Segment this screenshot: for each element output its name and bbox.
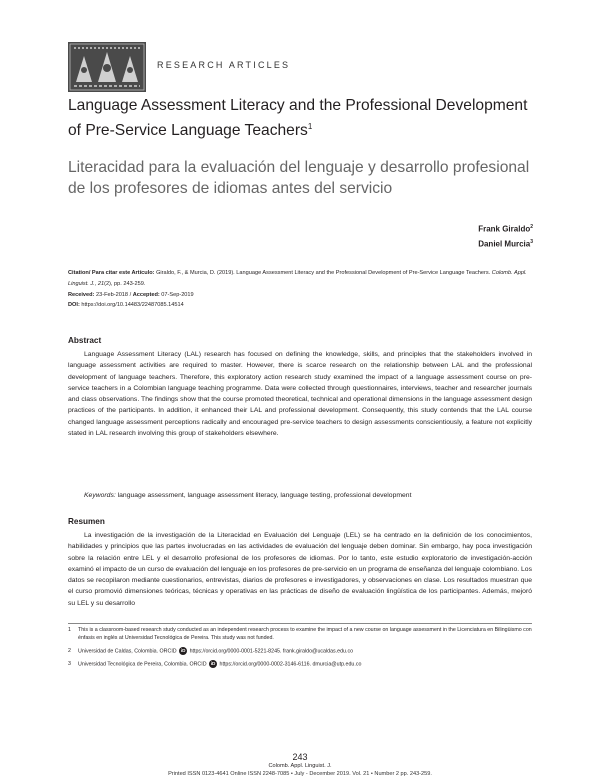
dates-line <box>68 290 538 301</box>
footnote-text: This is a classroom-based research study conducted as an independent research process to examine the impact of a new course on language assessment in the Licenciatura en Bilingüismo con énfasis en inglés at Universidad Tecnológica de Pereira. This study was not funded. <box>78 627 532 642</box>
citation-block <box>68 268 538 311</box>
title-footnote-marker[interactable]: 1 <box>307 122 313 131</box>
title-english-text: Language Assessment Literacy and the Professional Development of Pre-Service Language Teachers <box>68 97 528 140</box>
journal-logo-icon <box>68 42 146 92</box>
article-title-spanish: Literacidad para la evaluación del lenguaje y desarrollo profesional de los profesores de idiomas antes del servicio <box>68 159 530 197</box>
section-label: RESEARCH ARTICLES <box>157 60 291 70</box>
keywords-label: Keywords: <box>84 492 116 499</box>
footnote-orcid-link[interactable]: https://orcid.org/0000-0002-3146-6116. dmurcia@utp.edu.co <box>218 661 362 668</box>
footnote-affiliation: Universidad de Caldas, Colombia. ORCID <box>78 648 179 655</box>
footnote-number: 2 <box>68 647 71 654</box>
abstract-heading: Abstract <box>68 336 102 345</box>
footnote-text <box>78 660 361 669</box>
footnote-text <box>78 647 353 656</box>
author-footnote-marker[interactable]: 2 <box>530 224 533 230</box>
doi-line <box>68 300 538 311</box>
footnote-orcid-link[interactable]: https://orcid.org/0000-0001-5221-8245. frank.giraldo@ucaldas.edu.co <box>188 648 354 655</box>
footnote-divider <box>68 623 532 624</box>
author-name: Frank Giraldo <box>478 224 531 234</box>
footer-issn: Printed ISSN 0123-4641 Online ISSN 2248-7085 • July - December 2019. Vol. 21 • Number 2 pp. 243-259. <box>168 771 432 777</box>
keywords-list: language assessment, language assessment literacy, language testing, professional development <box>115 492 412 499</box>
author-2 <box>478 236 533 251</box>
article-title-english <box>68 95 528 141</box>
footnote-number: 3 <box>68 660 71 667</box>
resumen-body: La investigación de la investigación de la Literacidad en Evaluación del Lenguaje (LEL) se ha centrado en la definición de los conocimientos, habilidades y principios que las partes involucradas en las actividades de evaluación del lenguaje deben dominar. Sin embargo, hay poca investigación sobre la relación entre LEL y el desarrollo profesional de los profesores de idiomas. Por lo tanto, este estudio exploratorio de investigación-acción examinó el impacto de un curso de evaluación del lenguaje en los profesores de pre-servicio en un programa de enseñanza del lenguaje colombiano. Los datos se recopilaron mediante cuestionarios, entrevistas, diarios de profesores e investigadores, y observaciones en clase. Los resultados muestran que el curso promovió dimensiones teóricas, técnicas y operativas en las prácticas de diseño de evaluación lingüística de los participantes. Además, mejoró su LEL y su desarrollo <box>68 532 532 607</box>
footer-journal: Colomb. Appl. Linguist. J. <box>268 763 332 769</box>
footnote-affiliation: Universidad Tecnológica de Pereira, Colombia. ORCID <box>78 661 209 668</box>
received-label: Received: <box>68 291 95 298</box>
resumen-heading: Resumen <box>68 517 105 526</box>
abstract-body: Language Assessment Literacy (LAL) research has focused on defining the knowledge, skills, and principles that the stakeholders involved in language assessment activities are required to master. However, there is scarce research on the relationship between LAL and the professional development of language teachers. Therefore, this exploratory action research study examined the impact of a language assessment course on pre-service teachers in a Colombian language teaching programme. Data were collected through questionnaires, interviews, teacher and researcher journals and class observations. The findings show that the course promoted theoretical, technical and operational dimensions in the language assessment design practices of the participants. In addition, it enhanced their LAL and professional development. Consequently, this study contends that the LAL course changed language assessment perceptions radically and encouraged pre-service teachers to design assessments conscientiously, a feature not explicitly stated in LAL research involving this group of stakeholders elsewhere. <box>68 351 532 438</box>
keywords-line <box>68 490 532 501</box>
footnote-number: 1 <box>68 627 71 633</box>
footnote-3 <box>68 660 532 669</box>
orcid-icon[interactable]: iD <box>210 660 216 666</box>
orcid-icon[interactable]: iD <box>180 647 186 653</box>
author-1 <box>478 221 533 236</box>
footnote-1 <box>68 626 532 643</box>
citation-line <box>68 268 538 290</box>
accepted-value: 07-Sep-2019 <box>159 291 194 298</box>
author-footnote-marker[interactable]: 3 <box>530 238 533 245</box>
citation-issue-pages: (2), pp. 243-259. <box>104 280 146 287</box>
author-name: Daniel Murcia <box>478 239 531 249</box>
author-list <box>478 221 533 250</box>
page-number: 243 <box>292 752 308 762</box>
citation-label: Citation/ Para citar este Artículo: <box>68 270 155 276</box>
citation-text: Giraldo, F., & Murcia, D. (2019). Language Assessment Literacy and the Professional Development of Pre-Service Language Teachers. <box>154 270 492 276</box>
footnote-2 <box>68 647 532 656</box>
received-value: 23-Feb-2018 / <box>94 291 133 298</box>
accepted-label: Accepted: <box>132 291 160 298</box>
doi-link[interactable]: https://doi.org/10.14483/22487085.14514 <box>79 302 184 309</box>
footnotes <box>68 626 532 668</box>
doi-label: DOI: <box>68 302 80 309</box>
citation-journal: Colomb. Appl. Linguist. J., 21 <box>68 270 527 287</box>
